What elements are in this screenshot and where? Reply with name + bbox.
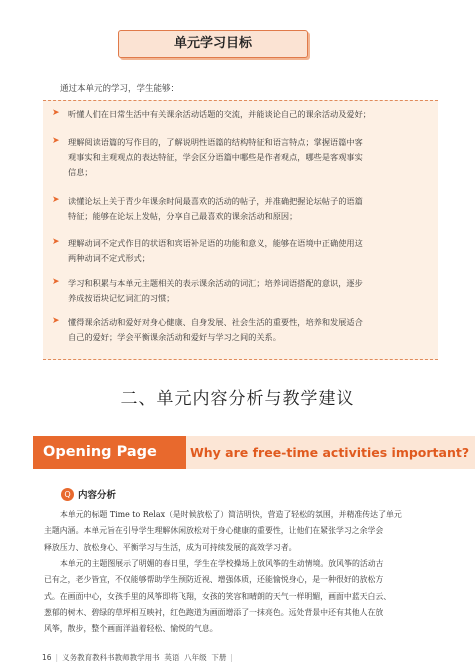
goal-item xyxy=(52,194,430,224)
paragraph-line: 葱郁的树木、碧绿的草坪相互映衬，红色跑道为画面增添了一抹亮色。远处背景中还有其他人在放 xyxy=(44,607,384,617)
paragraph-line: 释放压力、放松身心、平衡学习与生活，成为可持续发展的高效学习者。 xyxy=(44,542,297,552)
goal-line: 自己的爱好；学会平衡课余活动和爱好与学习之间的关系。 xyxy=(68,332,281,342)
analysis-heading xyxy=(61,487,116,501)
goals-box xyxy=(43,100,438,360)
opening-page-label: Opening Page xyxy=(33,436,186,469)
page-footer: 16 | 义务教育教科书教师教学用书 英语 八年级 下册 | xyxy=(42,653,233,662)
paragraph-line: 主题内涵。本单元旨在引导学生理解休闲放松对于身心健康的重要性，让他们在紧张学习之余学会 xyxy=(44,526,384,536)
analysis-heading-text: 内容分析 xyxy=(78,490,117,501)
paragraph-line: 式。在画面中心，女孩手里的风筝即将飞翔，女孩的笑容和晴朗的天气一样明媚，画面中蓝天白云、 xyxy=(44,591,392,601)
grade: 八年级 xyxy=(184,653,207,662)
subject: 英语 xyxy=(164,653,180,662)
section-title: 二、单元内容分析与教学建议 xyxy=(120,389,355,409)
goal-line: 懂得课余活动和爱好对身心健康、自身发展、社会生活的重要性，培养和发展适合 xyxy=(68,317,363,327)
goal-line: 两种动词不定式形式； xyxy=(68,253,150,263)
goal-line: 信息； xyxy=(68,167,93,177)
opening-page-question: Why are free-time activities important? xyxy=(186,436,475,469)
volume: 下册 xyxy=(211,653,227,662)
arrow-icon: ➤ xyxy=(52,277,60,287)
paragraph-line: 风筝，散步，整个画面洋溢着轻松、愉悦的气息。 xyxy=(44,624,218,634)
goal-line: 特征；能够在论坛上发帖，分享自己最喜欢的课余活动和原因； xyxy=(68,211,298,221)
arrow-icon: ➤ xyxy=(52,136,60,146)
goal-item xyxy=(52,107,430,122)
analysis-paragraph-1 xyxy=(44,507,434,556)
arrow-icon: ➤ xyxy=(52,108,60,118)
goal-line: 养成按语块记忆词汇的习惯； xyxy=(68,293,175,303)
analysis-paragraph-2 xyxy=(44,556,434,637)
paragraph-line: 已有之，老少皆宜，不仅能够帮助学生预防近视、增强体质，还能愉悦身心，是一种很好的放松方 xyxy=(44,575,384,585)
opening-page-banner xyxy=(0,436,475,469)
goal-line: 观事实和主观观点的表达特征，学会区分语篇中哪些是作者观点，哪些是客观事实 xyxy=(68,152,363,162)
arrow-icon: ➤ xyxy=(52,316,60,326)
page-number: 16 xyxy=(42,653,52,662)
arrow-icon: ➤ xyxy=(52,195,60,205)
goal-line: 理解阅读语篇的写作目的，了解说明性语篇的结构特征和语言特点；掌握语篇中客 xyxy=(68,137,363,147)
unit-goals-title: 单元学习目标 xyxy=(118,30,308,58)
goal-line: 听懂人们在日常生活中有关课余活动话题的交流，并能谈论自己的课余活动及爱好； xyxy=(68,109,371,119)
magnifier-icon: Q xyxy=(61,488,74,501)
paragraph-line: 本单元的主题图展示了明媚的春日里，学生在学校操场上放风筝的生动情境。放风筝的活动古 xyxy=(60,559,384,568)
goal-item xyxy=(52,236,430,266)
goal-line: 学习和积累与本单元主题相关的表示课余活动的词汇；培养词语搭配的意识，逐步 xyxy=(68,278,363,288)
goal-line: 读懂论坛上关于青少年课余时间最喜欢的活动的帖子，并准确把握论坛帖子的语篇 xyxy=(68,196,363,206)
goal-line: 理解动词不定式作目的状语和宾语补足语的功能和意义，能够在语境中正确使用这 xyxy=(68,238,363,248)
goal-item xyxy=(52,276,430,306)
intro-text: 通过本单元的学习，学生能够： xyxy=(60,84,180,94)
book-name: 义务教育教科书教师教学用书 xyxy=(62,653,160,662)
arrow-icon: ➤ xyxy=(52,237,60,247)
paragraph-line: 本单元的标题 Time to Relax（是时候放松了）简洁明快，营造了轻松的氛围，并精准传达了单元 xyxy=(60,510,402,519)
goal-item xyxy=(52,315,430,345)
goal-item xyxy=(52,135,430,180)
